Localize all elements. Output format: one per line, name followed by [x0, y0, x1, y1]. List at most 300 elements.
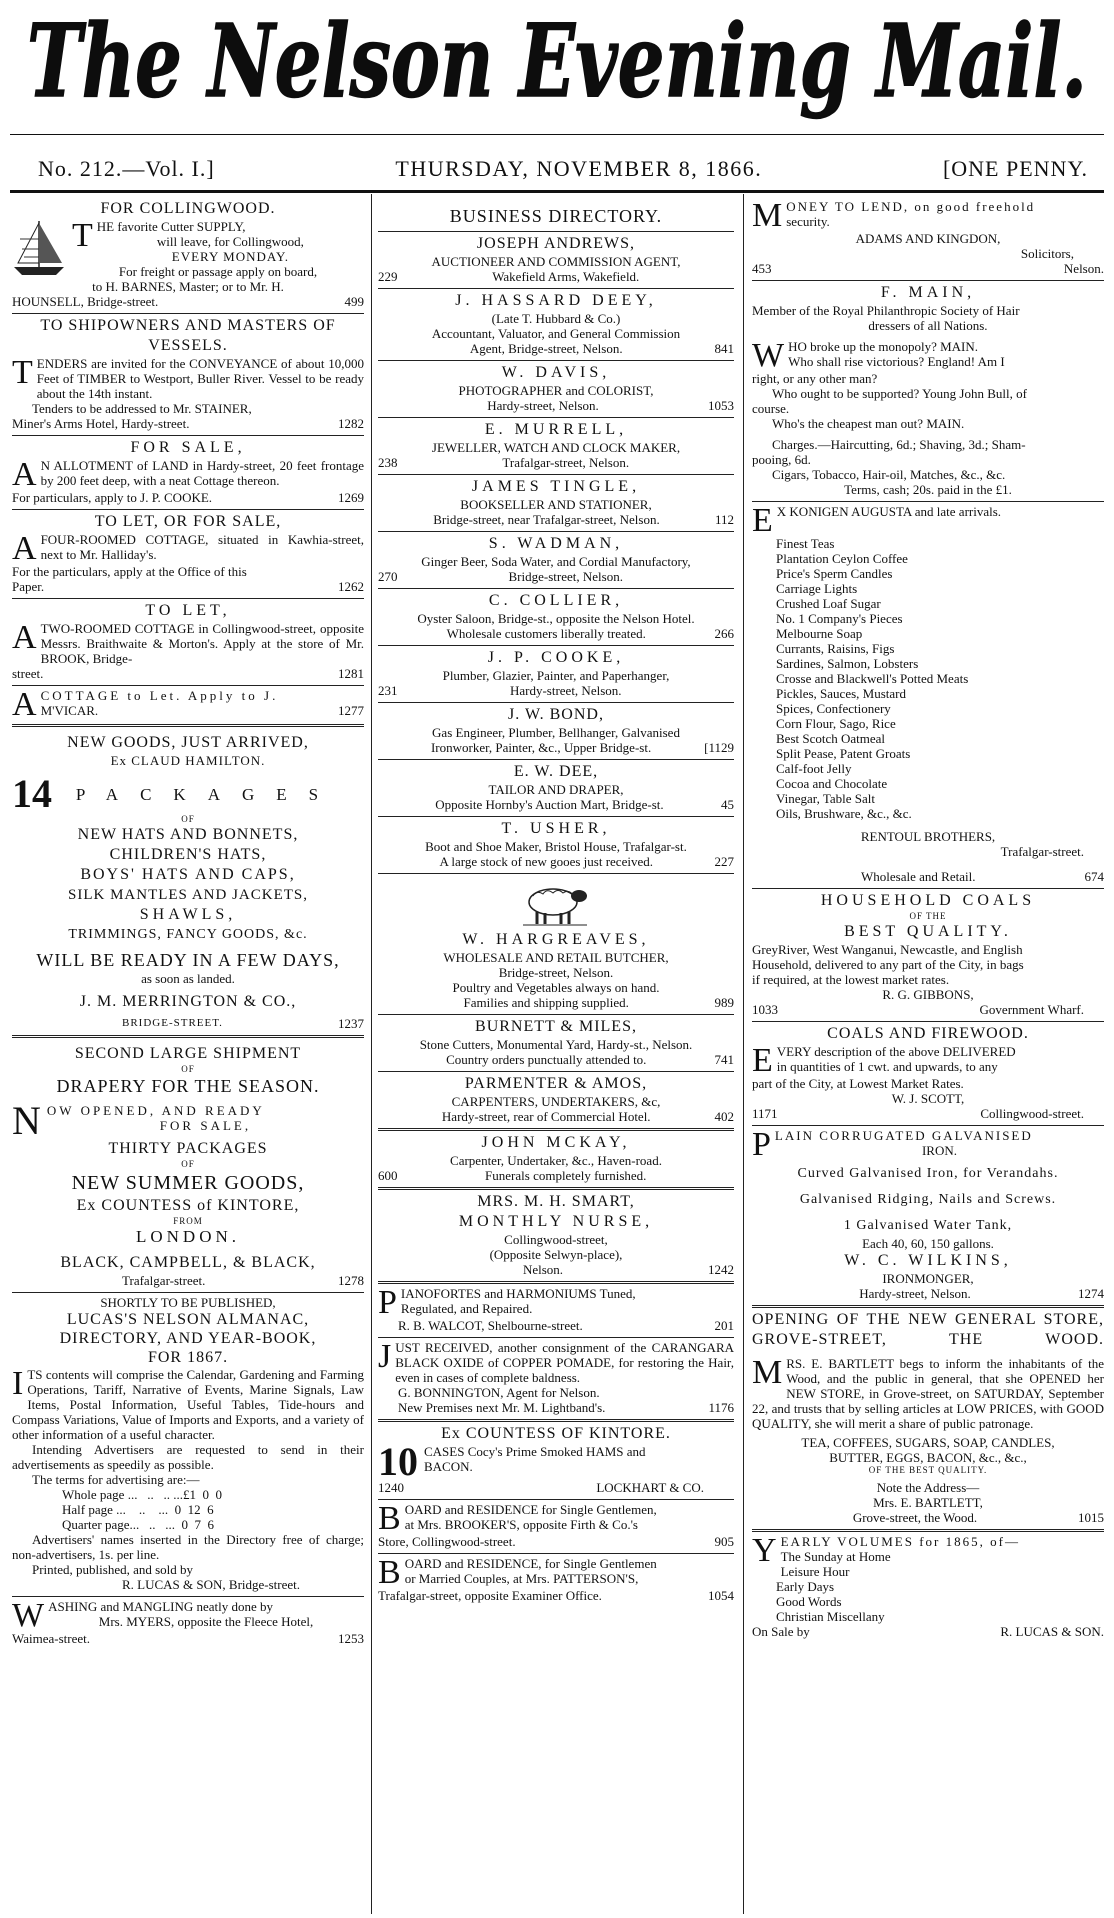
list-item: Split Pease, Patent Groats [776, 746, 911, 761]
ad-text: ADAMS AND KINGDON, [855, 231, 1001, 246]
ad-number: 1262 [338, 579, 364, 594]
ad-text: R. B. WALCOT, Shelbourne-street. [398, 1318, 583, 1333]
ad-konigen-augusta [752, 502, 1104, 889]
ad-text: Solicitors, [1020, 246, 1074, 261]
column-1 [12, 197, 364, 1913]
list-item: Currants, Raisins, Figs [776, 641, 895, 656]
entry-text: Bridge-street, Nelson. [498, 965, 614, 980]
ad-cottage-let-or-sale [12, 510, 364, 599]
ad-text: BOYS' HATS AND CAPS, [80, 866, 296, 883]
ad-heading: COALS AND FIREWOOD. [827, 1025, 1029, 1042]
ad-text: EVERY MONDAY. [171, 249, 290, 264]
ad-text: BUTTER, EGGS, BACON, &c., &c., [829, 1450, 1027, 1465]
ad-text: security. [786, 214, 830, 229]
ad-text: ASHING and MANGLING neatly done by [48, 1599, 274, 1614]
ad-text: FROM [173, 1216, 203, 1226]
ad-number: 741 [714, 1052, 734, 1067]
entry-text: Carpenter, Undertaker, &c., Haven-road. [450, 1153, 662, 1168]
ad-washing [12, 1597, 364, 1650]
ad-text: W. C. WILKINS, [844, 1252, 1012, 1269]
entry-text: Hardy-street, rear of Commercial Hotel. [441, 1109, 651, 1124]
ad-text: Curved Galvanised Iron, for Verandahs. [797, 1166, 1059, 1181]
ad-number: 1054 [708, 1588, 734, 1603]
ad-number: 1274 [1078, 1286, 1104, 1301]
drop-cap: E [752, 502, 773, 539]
ad-number: 229 [378, 269, 398, 284]
ad-number: [1129 [704, 740, 734, 755]
ad-heading: Ex COUNTESS OF KINTORE. [441, 1425, 671, 1442]
drop-cap: B [378, 1500, 401, 1537]
ad-number: 270 [378, 569, 398, 584]
entry-text: Stone Cutters, Monumental Yard, Hardy-st., Nelson. [419, 1037, 693, 1052]
ad-number: 1278 [338, 1273, 364, 1288]
entry-text: Families and shipping supplied. [463, 995, 629, 1010]
drop-cap: T [12, 354, 33, 391]
ad-number: 266 [714, 626, 734, 641]
ad-board-residence [378, 1554, 734, 1607]
ad-number: 905 [714, 1534, 734, 1549]
ad-heading: TO SHIPOWNERS AND MASTERS OF VESSELS. [40, 317, 336, 354]
ad-f-main [752, 281, 1104, 502]
ad-text: COTTAGE to Let. Apply to J. [40, 688, 279, 703]
ad-text: UST RECEIVED, another consignment of the CARANGARA BLACK OXIDE of COPPER POMADE, for restoring the Hair, even in cases of complete baldness. [395, 1340, 734, 1385]
entry-text: Trafalgar-street, Nelson. [502, 455, 630, 470]
drop-cap: A [12, 686, 37, 723]
ad-text: Store, Collingwood-street. [378, 1534, 516, 1549]
ad-text: CASES Cocy's Prime Smoked HAMS and [424, 1444, 646, 1459]
directory-entry [378, 361, 734, 418]
ad-text: Regulated, and Repaired. [400, 1301, 533, 1316]
ad-text: dressers of all Nations. [868, 318, 988, 333]
ad-heading: TO LET, [145, 602, 231, 619]
ad-text: THIRTY PACKAGES [108, 1140, 268, 1157]
ad-text: HO broke up the monopoly? MAIN. [788, 339, 979, 354]
entry-name: W. DAVIS, [501, 364, 611, 381]
ad-text: ENDERS are invited for the CONVEYANCE of about 10,000 Feet of TIMBER to Westport, Buller River. Vessel to be ready about the 14th instant. [36, 356, 364, 401]
ad-text: OF THE [909, 911, 947, 921]
entry-name: PARMENTER & AMOS, [464, 1075, 648, 1092]
ad-text: Waimea-street. [12, 1631, 90, 1646]
business-directory-header [378, 197, 734, 232]
ad-text: to H. BARNES, Master; or to Mr. H. [92, 279, 284, 294]
entry-text: Agent, Bridge-street, Nelson. [469, 341, 623, 356]
column-2 [378, 197, 734, 1913]
entry-name: E. W. DEE, [513, 763, 599, 780]
column-3 [752, 197, 1104, 1913]
directory-entry [378, 532, 734, 589]
ad-text: Charges.—Haircutting, 6d.; Shaving, 3d.; Sham- [772, 437, 1026, 452]
entry-name: J. W. BOND, [508, 706, 604, 723]
ad-text: For particulars, apply to J. P. COOKE. [12, 490, 213, 505]
entry-text: AUCTIONEER AND COMMISSION AGENT, [431, 254, 681, 269]
entry-text: Collingwood-street, [504, 1232, 608, 1247]
ad-number: 1253 [338, 1631, 364, 1646]
drop-cap: N [12, 1098, 41, 1143]
directory-entry [378, 760, 734, 817]
drop-cap: I [12, 1365, 24, 1402]
ad-text: Note the Address— [876, 1480, 980, 1495]
ad-text: VERY description of the above DELIVERED [776, 1044, 1016, 1059]
ad-text: Ex CLAUD HAMILTON. [110, 753, 266, 768]
entry-text: MONTHLY NURSE, [458, 1213, 654, 1230]
ad-money-to-lend [752, 197, 1104, 281]
ad-text: OF [181, 814, 195, 824]
ad-text: Tenders to be addressed to Mr. STAINER, [32, 401, 252, 416]
dateline-rule [10, 190, 1104, 193]
entry-text: WHOLESALE AND RETAIL BUTCHER, [443, 950, 669, 965]
ad-almanac [12, 1293, 364, 1597]
directory-entry [378, 646, 734, 703]
list-item: Christian Miscellany [776, 1609, 885, 1624]
ad-text: Nelson. [1063, 261, 1104, 276]
column-divider [743, 194, 744, 1914]
ad-number: 1242 [708, 1262, 734, 1277]
ad-number: 1281 [338, 666, 364, 681]
ad-text: in quantities of 1 cwt. and upwards, to any [776, 1059, 998, 1074]
ad-text: Advertisers' names inserted in the Directory free of charge; non-advertisers, 1s. per line. [12, 1532, 364, 1562]
entry-text: PHOTOGRAPHER and COLORIST, [458, 383, 654, 398]
ad-number: 1033 [752, 1002, 778, 1017]
entry-name: T. USHER, [501, 820, 611, 837]
ad-pianofortes [378, 1284, 734, 1338]
ad-heading: FOR COLLINGWOOD. [100, 200, 276, 217]
ad-heading: PACKAGES [75, 784, 341, 804]
issue-date: THURSDAY, NOVEMBER 8, 1866. [395, 156, 763, 181]
entry-text: TAILOR AND DRAPER, [488, 782, 624, 797]
entry-text: Wakefield Arms, Wakefield. [492, 269, 640, 284]
drop-cap: W [12, 1597, 45, 1634]
entry-name: E. MURRELL, [484, 421, 628, 438]
ad-text: OF THE BEST QUALITY. [868, 1465, 988, 1475]
ad-text: SHORTLY TO BE PUBLISHED, [100, 1295, 276, 1310]
ad-number: 989 [714, 995, 734, 1010]
entry-text: (Opposite Selwyn-place), [489, 1247, 623, 1262]
ad-text: X KONIGEN AUGUSTA and late arrivals. [776, 504, 1002, 519]
entry-name: J. P. COOKE, [487, 649, 625, 666]
directory-entry [378, 1072, 734, 1131]
ad-text: Intending Advertisers are requested to send in their advertisements as speedily as possible. [12, 1442, 364, 1472]
ad-heading: HOUSEHOLD COALS [820, 892, 1036, 909]
list-item: Crosse and Blackwell's Potted Meats [776, 671, 969, 686]
entry-name: JOSEPH ANDREWS, [476, 235, 636, 252]
ad-number: 1053 [708, 398, 734, 413]
ad-number: 1237 [338, 1016, 364, 1031]
list-item: Melbourne Soap [776, 626, 863, 641]
issue-number: No. 212.—Vol. I.] [38, 156, 215, 181]
ad-text: IRONMONGER, [882, 1271, 974, 1286]
entry-text: Bridge-street, near Trafalgar-street, Nelson. [433, 512, 660, 527]
ad-galvanised-iron [752, 1126, 1104, 1308]
drop-cap: T [72, 217, 93, 254]
entry-text: JEWELLER, WATCH AND CLOCK MAKER, [431, 440, 681, 455]
ad-text: WILL BE READY IN A FEW DAYS, [36, 950, 340, 970]
ad-text: part of the City, at Lowest Market Rates. [752, 1076, 964, 1091]
drop-cap: M [752, 1354, 783, 1391]
directory-entry [378, 817, 734, 874]
ad-number: 238 [378, 455, 398, 470]
entry-text: (Late T. Hubbard & Co.) [491, 311, 621, 326]
ad-text: M'VICAR. [40, 703, 99, 718]
price-row: Whole page ... .. .. ...£1 0 0 [62, 1487, 222, 1502]
ad-text: will leave, for Collingwood, [156, 234, 304, 249]
ad-text: N ALLOTMENT of LAND in Hardy-street, 20 feet frontage by 200 feet deep, with a neat Cottage thereon. [40, 458, 364, 488]
entry-text: Country orders punctually attended to. [446, 1052, 647, 1067]
ad-text: BACON. [424, 1459, 473, 1474]
ad-number: 1282 [338, 416, 364, 431]
drop-cap: J [378, 1338, 392, 1375]
ad-number: 499 [344, 294, 364, 309]
ad-number: 674 [1084, 869, 1104, 884]
ad-text: Cigars, Tobacco, Hair-oil, Matches, &c., &c. [772, 467, 1006, 482]
ad-text: SILK MANTLES AND JACKETS, [67, 887, 308, 903]
drop-cap: 10 [378, 1439, 418, 1484]
ad-coals-firewood [752, 1022, 1104, 1126]
list-item: Cocoa and Chocolate [776, 776, 888, 791]
price-row: Quarter page... .. ... 0 7 6 [62, 1517, 214, 1532]
ad-text: TWO-ROOMED COTTAGE in Collingwood-street, opposite Messrs. Braithwaite & Morton's. Apply at the store of Mr. BROOK, Bridge- [40, 621, 364, 666]
ad-text: course. [752, 401, 790, 416]
entry-text: Plumber, Glazier, Painter, and Paperhanger, [442, 668, 670, 683]
entry-name: MRS. M. H. SMART, [477, 1193, 635, 1210]
ad-text: RS. E. BARTLETT begs to inform the inhabitants of the Wood, and the public in general, that she OPENED her NEW STORE, in Grove-street, on SATURDAY, September 22, and trusts that by selling articles at LOW PRICES, with GOOD QUALITY, she will merit a share of public patronage. [752, 1356, 1104, 1431]
ad-text: BRIDGE-STREET. [122, 1017, 223, 1029]
ad-number: 841 [714, 341, 734, 356]
entry-text: BOOKSELLER AND STATIONER, [460, 497, 652, 512]
ad-heading: SECOND LARGE SHIPMENT [74, 1045, 302, 1062]
ad-heading: F. MAIN, [880, 284, 976, 301]
ad-text: Galvanised Ridging, Nails and Screws. [799, 1192, 1057, 1207]
masthead-rule [10, 134, 1104, 135]
ad-text: Government Wharf. [979, 1002, 1084, 1017]
price-row: Half page ... .. ... 0 12 6 [62, 1502, 214, 1517]
directory-entry [378, 475, 734, 532]
ad-text: pooing, 6d. [752, 452, 811, 467]
ad-text: OF [181, 1159, 195, 1169]
entry-name: S. WADMAN, [488, 535, 624, 552]
ad-text: SHAWLS, [139, 906, 237, 923]
ad-heading: NEW SUMMER GOODS, [71, 1172, 305, 1194]
ad-text: Mrs. MYERS, opposite the Fleece Hotel, [98, 1614, 314, 1629]
entry-text: Hardy-street, Nelson. [487, 398, 599, 413]
ad-text: R. G. GIBBONS, [882, 987, 974, 1002]
directory-entry [378, 232, 734, 289]
ad-text: G. BONNINGTON, Agent for Nelson. [398, 1385, 600, 1400]
ad-text: On Sale by [752, 1624, 810, 1639]
ad-number: 1176 [708, 1400, 734, 1415]
ad-text: GreyRiver, West Wanganui, Newcastle, and English [752, 942, 1023, 957]
entry-name: BURNETT & MILES, [475, 1018, 637, 1035]
ad-text: Household, delivered to any part of the City, in bags [752, 957, 1024, 972]
ad-heading: TO LET, OR FOR SALE, [94, 513, 282, 530]
entry-name: JAMES TINGLE, [471, 478, 641, 495]
ad-number: 227 [714, 854, 734, 869]
drop-cap: B [378, 1554, 401, 1591]
ad-yearly-volumes [752, 1532, 1104, 1643]
ad-text: NEW HATS AND BONNETS, [77, 826, 299, 843]
entry-text: Poultry and Vegetables always on hand. [452, 980, 660, 995]
list-item: Carriage Lights [776, 581, 858, 596]
ad-number: 600 [378, 1168, 398, 1183]
ad-text: Printed, published, and sold by [32, 1562, 194, 1577]
ad-text: OARD and RESIDENCE for Single Gentlemen, [404, 1502, 657, 1517]
ad-text: 1 Galvanised Water Tank, [843, 1218, 1013, 1233]
drop-cap: M [752, 197, 783, 234]
list-item: Plantation Ceylon Coffee [776, 551, 908, 566]
ad-text: Hardy-street, Nelson. [859, 1286, 971, 1301]
ad-text: LONDON. [135, 1227, 241, 1246]
ad-text: Trafalgar-street. [122, 1273, 206, 1288]
ad-text: Mrs. E. BARTLETT, [873, 1495, 983, 1510]
entry-name: JOHN MCKAY, [481, 1134, 631, 1151]
ad-number: 1240 [378, 1480, 404, 1495]
entry-text: Opposite Hornby's Auction Mart, Bridge-st. [435, 797, 664, 812]
ad-text: RENTOUL BROTHERS, [860, 829, 996, 844]
ad-new-goods [12, 727, 364, 1038]
list-item: Good Words [776, 1594, 842, 1609]
ad-heading: NEW GOODS, JUST ARRIVED, [67, 734, 309, 751]
list-item: Leisure Hour [780, 1564, 850, 1579]
ad-text: HE favorite Cutter SUPPLY, [96, 219, 246, 234]
ad-new-general-store [752, 1308, 1104, 1532]
list-item: No. 1 Company's Pieces [776, 611, 903, 626]
directory-entry [378, 1015, 734, 1072]
list-item: Best Scotch Oatmeal [776, 731, 886, 746]
ad-number: 453 [752, 261, 772, 276]
ad-text: HOUNSELL, Bridge-street. [12, 294, 159, 309]
ad-number: 231 [378, 683, 398, 698]
ad-text: W. J. SCOTT, [891, 1091, 965, 1106]
dateline [38, 150, 1088, 188]
entry-text: CARPENTERS, UNDERTAKERS, &c, [451, 1094, 661, 1109]
ad-number: 1277 [338, 703, 364, 718]
drop-cap: A [12, 530, 37, 567]
ad-heading: FOR 1867. [147, 1349, 229, 1366]
ad-heading: DIRECTORY, AND YEAR-BOOK, [59, 1330, 317, 1347]
ad-heading: DRAPERY FOR THE SEASON. [56, 1076, 320, 1096]
ad-text: or Married Couples, at Mrs. PATTERSON'S, [404, 1571, 639, 1586]
ad-text: Terms, cash; 20s. paid in the £1. [844, 482, 1012, 497]
ad-collingwood [12, 197, 364, 314]
ad-text: Each 40, 60, 150 gallons. [862, 1236, 994, 1251]
list-item: Spices, Confectionery [776, 701, 891, 716]
ad-text: Who shall rise victorious? England! Am I [788, 354, 1005, 369]
ad-text: at Mrs. BROOKER'S, opposite Firth & Co.'s [404, 1517, 638, 1532]
entry-text: Nelson. [522, 1262, 564, 1277]
ad-text: IRON. [921, 1143, 957, 1158]
list-item: Early Days [776, 1579, 835, 1594]
ad-text: Who's the cheapest man out? MAIN. [772, 416, 965, 431]
entry-text: Ironworker, Painter, &c., Upper Bridge-st. [430, 740, 652, 755]
ad-text: TEA, COFFEES, SUGARS, SOAP, CANDLES, [801, 1435, 1055, 1450]
ad-text: as soon as landed. [141, 971, 235, 986]
drop-cap: E [752, 1042, 773, 1079]
entry-text: Oyster Saloon, Bridge-st., opposite the Nelson Hotel. [417, 611, 695, 626]
ad-shipowners [12, 314, 364, 436]
masthead-title: The Nelson Evening Mail. [27, 2, 1087, 120]
ad-text: Member of the Royal Philanthropic Society of Hair [752, 303, 1020, 318]
ad-board-residence [378, 1500, 734, 1554]
masthead [0, 0, 1114, 126]
list-item: Calf-foot Jelly [776, 761, 852, 776]
entry-text: Ginger Beer, Soda Water, and Cordial Manufactory, [421, 554, 691, 569]
entry-name: C. COLLIER, [488, 592, 624, 609]
ad-number: 402 [714, 1109, 734, 1124]
entry-text: Bridge-street, Nelson. [508, 569, 623, 584]
ad-text: Miner's Arms Hotel, Hardy-street. [12, 416, 190, 431]
ad-text: street. [12, 666, 44, 681]
entry-name: J. HASSARD DEEY, [455, 292, 657, 309]
ad-heading: BEST QUALITY. [844, 923, 1012, 940]
ad-text: R. LUCAS & SON. [1000, 1624, 1104, 1639]
ad-text: FOR SALE, [159, 1118, 252, 1133]
ad-heading: OPENING OF THE NEW GENERAL STORE, GROVE-STREET, THE WOOD. [752, 1311, 1104, 1348]
ad-text: New Premises next Mr. M. Lightband's. [398, 1400, 606, 1415]
ad-number: 1015 [1078, 1510, 1104, 1525]
ad-household-coals [752, 889, 1104, 1022]
ad-pomade [378, 1338, 734, 1422]
ad-number: 45 [721, 797, 734, 812]
ad-text: J. M. MERRINGTON & CO., [79, 993, 297, 1010]
list-item: Finest Teas [776, 536, 835, 551]
drop-cap: W [752, 337, 785, 374]
ad-cottage-mvicar [12, 686, 364, 727]
ad-heading: FOR SALE, [130, 439, 246, 456]
drop-cap: A [12, 456, 37, 493]
section-title: BUSINESS DIRECTORY. [449, 206, 663, 226]
ad-text: ONEY TO LEND, on good freehold [786, 199, 1036, 214]
ad-text: FOUR-ROOMED COTTAGE, situated in Kawhia-street, next to Mr. Halliday's. [40, 532, 364, 562]
ad-text: Grove-street, the Wood. [852, 1510, 978, 1525]
entry-text: Accountant, Valuator, and General Commission [431, 326, 681, 341]
ad-text: LAIN CORRUGATED GALVANISED [774, 1128, 1033, 1143]
directory-entry [378, 1131, 734, 1190]
drop-cap: P [378, 1284, 397, 1321]
ad-heading: LUCAS'S NELSON ALMANAC, [66, 1311, 310, 1328]
list-item: The Sunday at Home [780, 1549, 891, 1564]
ad-text: For the particulars, apply at the Office of this [12, 564, 247, 579]
entry-text: Wholesale customers liberally treated. [446, 626, 646, 641]
ad-text: Wholesale and Retail. [861, 869, 976, 884]
ad-number: 1171 [752, 1106, 778, 1121]
ad-text: CHILDREN'S HATS, [109, 846, 267, 863]
ad-text: Ex COUNTESS of KINTORE, [76, 1197, 300, 1214]
ad-text: OF [181, 1064, 195, 1074]
directory-entry [378, 589, 734, 646]
ad-text: Paper. [12, 579, 45, 594]
ad-text: Who ought to be supported? Young John Bull, of [772, 386, 1027, 401]
entry-text: Gas Engineer, Plumber, Bellhanger, Galvanised [432, 725, 680, 740]
ad-text: Collingwood-street. [980, 1106, 1084, 1121]
entry-text: Boot and Shoe Maker, Bristol House, Trafalgar-st. [425, 839, 687, 854]
ad-text: right, or any other man? [752, 371, 878, 386]
list-item: Pickles, Sauces, Mustard [776, 686, 906, 701]
drop-cap: A [12, 619, 37, 656]
ad-text: TS contents will comprise the Calendar, Gardening and Farming Operations, Tariff, Narrative of Events, Marine Signals, Law Items, Postal Information, Useful Tables, Tide-hours and Compass Variations, Value of Imports and Exports, and a variety of other information of a useful character. [12, 1367, 364, 1442]
masthead-title-svg [0, 0, 1114, 126]
ad-land-for-sale [12, 436, 364, 510]
directory-entry [378, 418, 734, 475]
drop-cap: P [752, 1126, 771, 1163]
sheep-icon [521, 882, 591, 926]
ad-text: Trafalgar-street, opposite Examiner Office. [378, 1588, 602, 1603]
column-divider [371, 194, 372, 1914]
entry-text: Funerals completely furnished. [485, 1168, 647, 1183]
ad-number: 201 [714, 1318, 734, 1333]
ad-text: EARLY VOLUMES for 1865, of— [780, 1534, 1020, 1549]
ad-text: if required, at the lowest market rates. [752, 972, 950, 987]
ad-text: TRIMMINGS, FANCY GOODS, &c. [68, 927, 308, 942]
ship-icon [12, 219, 66, 277]
